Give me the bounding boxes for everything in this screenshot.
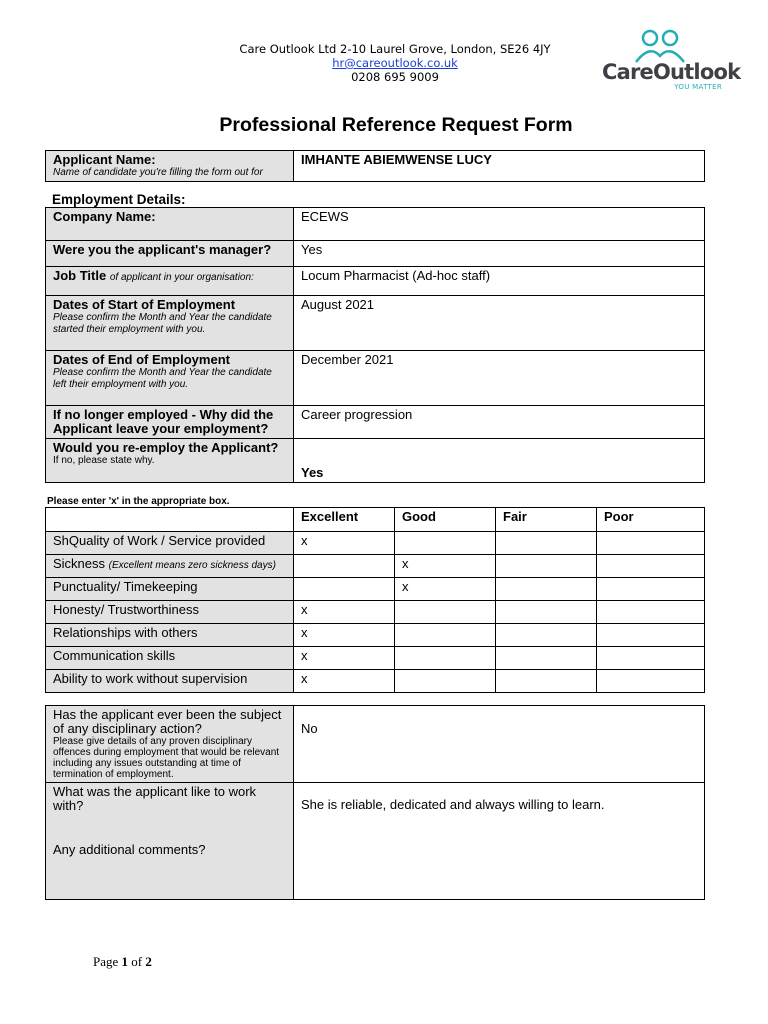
end-date-label-cell	[46, 351, 294, 406]
work-with-label: What was the applicant like to work with?	[53, 784, 257, 813]
rating-cell[interactable]	[496, 624, 597, 647]
leave-reason-label: If no longer employed - Why did the Applicant leave your employment?	[46, 406, 294, 439]
reemploy-label-cell	[46, 439, 294, 483]
rating-cell[interactable]	[395, 624, 496, 647]
rating-label-relationships: Relationships with others	[46, 624, 294, 647]
page-footer	[93, 954, 152, 970]
rating-cell[interactable]: x	[395, 578, 496, 601]
start-date-label-cell	[46, 296, 294, 351]
email-link[interactable]: hr@careoutlook.co.uk	[332, 56, 458, 70]
reemploy-label: Would you re-employ the Applicant?	[53, 440, 279, 455]
additional-comments-label: Any additional comments?	[53, 842, 206, 857]
rating-cell[interactable]	[395, 647, 496, 670]
ratings-table	[45, 507, 705, 693]
comments-table	[45, 705, 705, 900]
ratings-corner	[46, 508, 294, 532]
rating-cell[interactable]: x	[395, 555, 496, 578]
logo-tagline: YOU MATTER	[674, 83, 722, 91]
start-date-label: Dates of Start of Employment	[53, 297, 236, 312]
comments-label-cell	[46, 783, 294, 900]
of-word: of	[131, 954, 143, 969]
rating-note-sickness: (Excellent means zero sickness days)	[108, 560, 276, 571]
rating-cell[interactable]	[294, 578, 395, 601]
rating-cell[interactable]	[597, 624, 705, 647]
reemploy-value[interactable]: Yes	[294, 439, 705, 483]
employment-table	[45, 207, 705, 483]
rating-cell[interactable]: x	[294, 532, 395, 555]
col-fair: Fair	[496, 508, 597, 532]
company-name-value[interactable]: ECEWS	[294, 208, 705, 241]
company-address: Care Outlook Ltd 2-10 Laurel Grove, London, SE26 4JY	[239, 42, 551, 56]
applicant-note: Name of candidate you're filling the form out for	[53, 167, 263, 178]
page-title: Professional Reference Request Form	[219, 114, 573, 136]
rating-label-supervision: Ability to work without supervision	[46, 670, 294, 693]
rating-cell[interactable]	[496, 647, 597, 670]
rating-cell[interactable]	[395, 670, 496, 693]
rating-cell[interactable]	[597, 555, 705, 578]
manager-value[interactable]: Yes	[294, 241, 705, 267]
disciplinary-label: Has the applicant ever been the subject of any disciplinary action?	[53, 707, 282, 736]
company-phone: 0208 695 9009	[351, 70, 439, 84]
rating-label-punctuality: Punctuality/ Timekeeping	[46, 578, 294, 601]
col-excellent: Excellent	[294, 508, 395, 532]
reemploy-note: If no, please state why.	[53, 455, 155, 466]
end-date-label: Dates of End of Employment	[53, 352, 230, 367]
start-date-note: Please confirm the Month and Year the candidate started their employment with you.	[53, 312, 272, 335]
rating-cell[interactable]	[597, 578, 705, 601]
rating-cell[interactable]	[597, 532, 705, 555]
rating-instruction: Please enter 'x' in the appropriate box.	[47, 496, 230, 507]
start-date-value[interactable]: August 2021	[294, 296, 705, 351]
col-poor: Poor	[597, 508, 705, 532]
leave-reason-value[interactable]: Career progression	[294, 406, 705, 439]
applicant-label: Applicant Name:	[53, 152, 156, 167]
applicant-name-value[interactable]: IMHANTE ABIEMWENSE LUCY	[294, 151, 705, 182]
rating-cell[interactable]	[597, 670, 705, 693]
rating-label-communication: Communication skills	[46, 647, 294, 670]
rating-label-sickness: Sickness	[53, 556, 106, 571]
col-good: Good	[395, 508, 496, 532]
page-number: 1	[121, 954, 129, 969]
applicant-table	[45, 150, 705, 182]
comments-value[interactable]: She is reliable, dedicated and always willing to learn.	[294, 783, 705, 900]
careoutlook-logo	[598, 26, 741, 96]
end-date-value[interactable]: December 2021	[294, 351, 705, 406]
rating-cell[interactable]	[597, 601, 705, 624]
rating-cell[interactable]	[496, 578, 597, 601]
manager-label: Were you the applicant's manager?	[46, 241, 294, 267]
rating-cell[interactable]: x	[294, 670, 395, 693]
rating-cell[interactable]	[395, 601, 496, 624]
rating-cell[interactable]: x	[294, 624, 395, 647]
rating-cell[interactable]	[496, 670, 597, 693]
company-name-label: Company Name:	[46, 208, 294, 241]
job-title-value[interactable]: Locum Pharmacist (Ad-hoc staff)	[294, 267, 705, 296]
disciplinary-value[interactable]: No	[294, 706, 705, 783]
rating-label-quality: ShQuality of Work / Service provided	[46, 532, 294, 555]
rating-cell[interactable]	[496, 601, 597, 624]
rating-label-sickness-cell	[46, 555, 294, 578]
rating-cell[interactable]	[294, 555, 395, 578]
rating-cell[interactable]	[496, 555, 597, 578]
job-title-note: of applicant in your organisation:	[109, 272, 254, 283]
end-date-note: Please confirm the Month and Year the candidate left their employment with you.	[53, 367, 272, 390]
company-header	[200, 42, 590, 84]
rating-cell[interactable]	[597, 647, 705, 670]
job-title-label-cell	[46, 267, 294, 296]
page-total: 2	[145, 954, 152, 969]
logo-wordmark: CareOutlook	[602, 60, 741, 84]
rating-label-honesty: Honesty/ Trustworthiness	[46, 601, 294, 624]
disciplinary-label-cell	[46, 706, 294, 783]
disciplinary-note: Please give details of any proven disciplinary offences during employment that would be relevant including any issues outstanding at time of termination of employment.	[53, 736, 280, 780]
applicant-label-cell	[46, 151, 294, 182]
rating-cell[interactable]	[395, 532, 496, 555]
rating-cell[interactable]: x	[294, 601, 395, 624]
employment-heading: Employment Details:	[52, 192, 186, 207]
page-word: Page	[93, 954, 119, 969]
rating-cell[interactable]	[496, 532, 597, 555]
rating-cell[interactable]: x	[294, 647, 395, 670]
job-title-label: Job Title	[53, 268, 107, 283]
